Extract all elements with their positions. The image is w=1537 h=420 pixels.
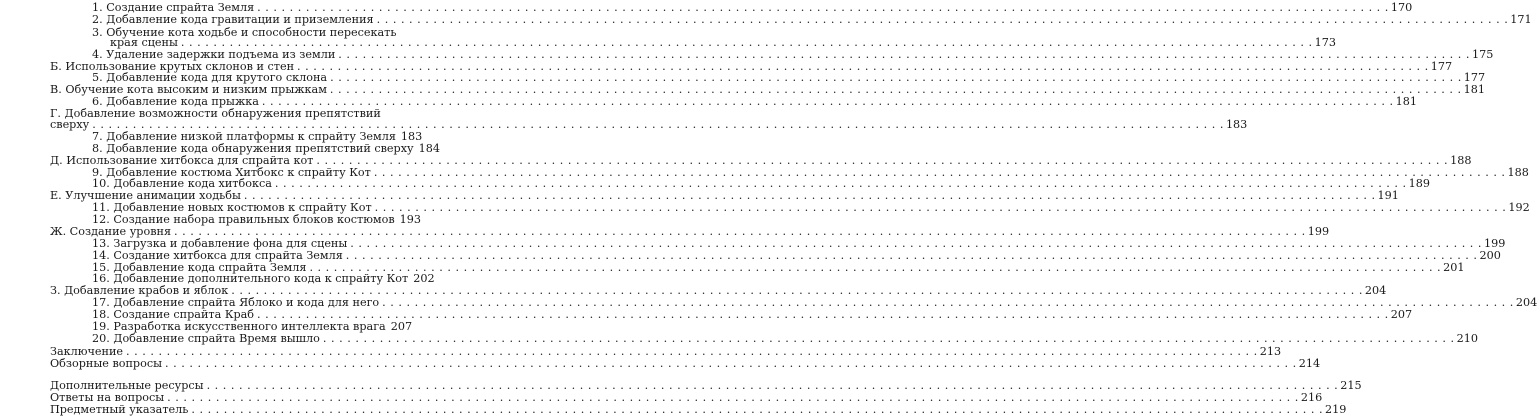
toc-entry-page: 188 <box>1507 166 1529 179</box>
toc-entry-page: 204 <box>1364 284 1387 297</box>
toc-entry-page: 183 <box>400 130 423 143</box>
toc-entry-title: 7. Добавление низкой платформы к спрайту Земля <box>92 130 396 143</box>
dot-leader <box>257 308 1389 322</box>
toc-entry-title: Ответы на вопросы <box>50 391 165 404</box>
toc-entry <box>92 13 1532 27</box>
toc-entry-title: 19. Разработка искусственного интеллекта врага <box>92 320 386 333</box>
toc-entry-title: 1. Создание спрайта Земля <box>92 1 255 14</box>
toc-entry-title: 6. Добавление кода прыжка <box>92 95 259 108</box>
dot-leader <box>377 13 1509 27</box>
toc-entry-page: 207 <box>390 320 413 333</box>
toc-entry-title: 18. Создание спрайта Краб <box>92 308 255 321</box>
dot-leader <box>262 95 1394 109</box>
toc-entry-title: 16. Добавление дополнительного кода к спрайту Кот <box>92 272 409 285</box>
toc-entry-title: 2. Добавление кода гравитации и приземления <box>92 13 374 26</box>
toc-entry-page: 216 <box>1300 391 1323 404</box>
toc-entry-page: 193 <box>399 213 422 226</box>
toc-entry-page: 192 <box>1508 201 1530 214</box>
toc-entry-page: 183 <box>1225 118 1248 131</box>
toc-entry-page: 201 <box>1443 261 1465 274</box>
toc-entry-page: 188 <box>1450 154 1472 167</box>
toc-entry-page: 181 <box>1463 83 1485 96</box>
toc-entry-title: края сцены <box>110 36 178 49</box>
toc-entry-title: сверху <box>50 118 90 131</box>
toc-entry-page: 175 <box>1471 48 1494 61</box>
toc-entry-title: 20. Добавление спрайта Время вышло <box>92 332 320 345</box>
toc-entry-page: 210 <box>1456 332 1478 345</box>
toc-entry <box>50 357 1321 371</box>
toc-entry-page: 207 <box>1390 308 1413 321</box>
dot-leader <box>323 332 1455 346</box>
toc-entry-title: 15. Добавление кода спрайта Земля <box>92 261 307 274</box>
toc-entry-title: Д. Использование хитбокса для спрайта кот <box>50 154 314 167</box>
toc-entry-page: 200 <box>1479 249 1501 262</box>
toc-entry-title: 9. Добавление костюма Хитбокс к спрайту Кот <box>92 166 371 179</box>
toc-entry-title: 11. Добавление новых костюмов к спрайту Кот <box>92 201 372 214</box>
toc-entry-title: Е. Улучшение анимации ходьбы <box>50 189 241 202</box>
toc-entry-title: Г. Добавление возможности обнаружения препятствий <box>50 107 381 120</box>
toc-entry-title: 13. Загрузка и добавление фона для сцены <box>92 237 348 250</box>
dot-leader <box>375 201 1507 215</box>
toc-entry-title: 8. Добавление кода обнаружения препятствий сверху <box>92 142 414 155</box>
toc-entry-page: 170 <box>1390 1 1413 14</box>
dot-leader <box>165 357 1297 371</box>
toc-entry-page: 181 <box>1395 95 1417 108</box>
toc-entry-title: Предметный указатель <box>50 403 189 416</box>
toc-entry-page: 199 <box>1483 237 1506 250</box>
toc-entry-title: 17. Добавление спрайта Яблоко и кода для него <box>92 296 380 309</box>
toc-entry <box>92 332 1478 346</box>
toc-entry-title: Ж. Создание уровня <box>50 225 172 238</box>
toc-entry-page: 177 <box>1463 71 1486 84</box>
toc-entry-page: 177 <box>1430 60 1453 73</box>
toc-entry-page: 184 <box>418 142 440 155</box>
toc-entry-title: 14. Создание хитбокса для спрайта Земля <box>92 249 343 262</box>
toc-entry-title: 12. Создание набора правильных блоков костюмов <box>92 213 395 226</box>
toc-entry-title: З. Добавление крабов и яблок <box>50 284 229 297</box>
toc-entry-page: 219 <box>1325 403 1347 416</box>
toc-entry-title: 3. Обучение кота ходьбе и способности пересекать <box>92 26 397 39</box>
toc-entry-title: Заключение <box>50 345 124 358</box>
toc-entry-page: 189 <box>1408 177 1430 190</box>
toc-entry-page: 215 <box>1340 379 1362 392</box>
toc-entry <box>50 403 1347 417</box>
dot-leader <box>191 403 1323 417</box>
toc-entry-page: 173 <box>1314 36 1336 49</box>
toc-entry-page: 191 <box>1377 189 1399 202</box>
toc-entry-title: 5. Добавление кода для крутого склона <box>92 71 328 84</box>
toc-entry-title: Обзорные вопросы <box>50 357 163 370</box>
toc-entry-title: 4. Удаление задержки подъема из земли <box>92 48 336 61</box>
toc-entry-page: 214 <box>1298 357 1321 370</box>
toc-entry-page: 202 <box>413 272 435 285</box>
toc-entry-title: Дополнительные ресурсы <box>50 379 204 392</box>
toc-entry-title: 10. Добавление кода хитбокса <box>92 177 272 190</box>
toc-entry-page: 199 <box>1307 225 1330 238</box>
toc-entry-title: Б. Использование крутых склонов и стен <box>50 60 295 73</box>
toc-entry-title: В. Обучение кота высоким и низким прыжкам <box>50 83 327 96</box>
toc-entry-page: 171 <box>1510 13 1532 26</box>
dot-leader <box>309 261 1441 275</box>
toc-entry-page: 204 <box>1515 296 1537 309</box>
toc-entry-page: 213 <box>1259 345 1282 358</box>
